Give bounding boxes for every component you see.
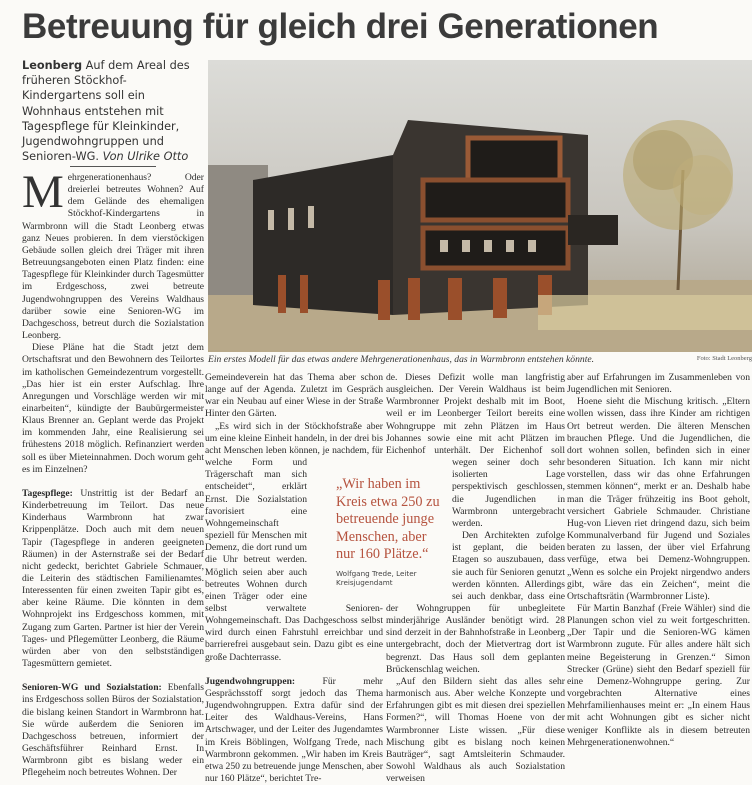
- pull-quote-source: Wolfgang Trede, Leiter Kreisjugendamt: [336, 568, 417, 587]
- paragraph-text: Unstrittig ist der Bedarf an Kinderbetreuung im Teilort. Das neue Kinderhaus Warmbronn hat zwar Krippenplätze. Doch auch mit dem neuen Tapir (Tagespflege in anderen geeigneten Räumen) in der Asternstraße sei der Bedarf nicht gedeckt, berichtet Gabriele Schmauer, die Leiterin des städtischen Familienamtes. Interessenten für einen zweiten Tapir gibt es, aber keine Räume. Die könnten in dem Wohnprojekt ins Erdgeschoss kommen, mit Zugang zum Garten. Partner ist hier der Verein Tages- und Pflegemütter Leonberg, die Räume würden aber von den selbstständigen Tagesmüttern gemietet.: [22, 487, 204, 670]
- caption-text: Ein erstes Modell für das etwas andere Mehrgenerationenhaus, das in Warmbronn entstehen könnte.: [208, 354, 595, 365]
- lead-divider: [70, 166, 156, 167]
- article-paragraph: de. Dieses Defizit wolle man langfristig ausgleichen. Der Verein Waldhaus ist beim Warmbronner Projekt deshalb mit im Boot, weil er im Leonberger Teilort bereits eine Wohngruppe mit zehn Plätzen im Haus Johannes sowie eine mit acht Plätzen im Eichenhof unterhält. Der Eichenhof soll wegen seiner doch sehr isolierten Lage perspektivisch geschlossen, die Jugendlichen in Warmbronn untergebracht werden.: [386, 372, 565, 529]
- article-paragraph: [22, 488, 204, 670]
- author-byline: Von Ulrike Otto: [102, 150, 189, 164]
- article-paragraph: Den Architekten zufolge ist geplant, die beiden Etagen so auszubauen, dass sie auch für Senioren genutzt werden könnten. Allerdings sei auch denkbar, dass eine der Wohngruppen für unbegleitete minderjährige Ausländer benötigt wird. 28 sind derzeit in der Bahnhofstraße in Leonberg untergebracht, doch der Mietvertrag dort ist begrenzt. Das Haus soll dem geplanten Brückenschlag weichen.: [386, 530, 565, 675]
- lead-text: Auf dem Areal des früheren Stöckhof-Kindergartens soll ein Wohnhaus entstehen mit Tagespflege für Kleinkinder, Jugendwohngruppen und Senioren-WG.: [22, 59, 190, 164]
- article-paragraph: „Auf den Bildern sieht das alles sehr harmonisch aus. Aber welche Konzepte und Erfahrungen gibt es mit diesen drei speziellen Formen?“, will Thomas Hoene von der Warmbronner Liste wissen. „Für diese Mischung gibt es bislang noch keinen Bauträger“, sagt Amtsleiterin Schmauder. Sowohl Waldhaus als auch Sozialstation verweisen: [386, 675, 565, 785]
- article-paragraph: Diese Pläne hat die Stadt jetzt dem Ortschaftsrat und den Bewohnern des Teilortes im katholischen Gemeindezentrum vorgestellt. „Das hier ist ein erster Aufschlag. Ihre Anregungen und Vorschläge werden wir mit einarbeiten“, kündigte der Baubürgermeister Klaus Brenner an. Geplant werde das Projekt im kommenden Jahr, eine Realisierung sei frühestens 2018 möglich. Refinanziert werden soll es über Mieteinnahmen. Doch worum geht es im Einzelnen?: [22, 342, 204, 475]
- article-paragraph: Für Martin Banzhaf (Freie Wähler) sind die Planungen schon viel zu weit fortgeschritten. „Der Tapir und die Senioren-WG kämen Warmbronn zugute. Für alles andere hält sich meine Begeisterung in Grenzen.“ Simon Strecker (Grüne) sieht den Bedarf speziell für eine Demenz-Wohngruppe gering. Zur vorgebrachten Alternative eines Mehrfamilienhauses meint er: „In einem Haus mit acht Wohnungen gibt es sicher nicht weniger Konflikte als in diesem betreuten Mehrgenerationenwohnen.“: [567, 602, 750, 748]
- article-paragraph: Hoene sieht die Mischung kritisch. „Eltern wollen wissen, dass ihre Kinder am richtigen Ort betreut werden. Die älteren Menschen brauchen Pflege. Und die Jugendlichen, die dort wohnen sollen, befinden sich in einer besonderen Situation. Ich kann mir nicht vorstellen, dass wir das ohne Erfahrungen stemmen können“, merkt er an. Deshalb habe man die Träger frühzeitig ins Boot geholt, versichert Gabriele Schmauder. Christiane Hug-von Lieven riet dringend dazu, sich beim Kommunalverband für Jugend und Soziales beraten zu lassen, der über viel Erfahrung verfüge, etwa bei Demenz-Wohngruppen. „Wenn es solche ein Projekt nirgendwo anders gibt, wäre das ein Zeichen“, meint die Ortschaftsrätin (Warmbronner Liste).: [567, 396, 750, 602]
- photo-caption: [208, 354, 752, 368]
- paragraph-text: Ebenfalls ins Erdgeschoss sollen Büros der Sozialstation, die bislang keinen Standort in Warmbronn hat. Sie würde außerdem die Senioren im Dachgeschoss betreuen, informiert der Geschäftsführer Reinhard Ernst. In Warmbronn gibt es bislang weder ein Pflegeheim noch betreutes Wohnen. Der: [22, 682, 204, 779]
- article-paragraph: [205, 676, 383, 785]
- section-heading: Jugendwohngruppen:: [205, 675, 296, 687]
- article-paragraph: [22, 166, 204, 342]
- architecture-model-photo: [208, 60, 752, 352]
- pull-quote-text: „Wir haben im Kreis etwa 250 zu betreuende junge Menschen, aber nur 160 Plätze.“: [336, 476, 440, 562]
- article-paragraph: „Es wird sich in der Stöckhofstraße aber um eine kleine Einheit handeln, in der drei bis acht Menschen leben können, je nachdem, für welche Form und Trägerschaft man sich entscheidet“, erklärt Ernst. Die Sozialstation favorisiert eine Wohngemeinschaft speziell für Menschen mit Demenz, die dort rund um die Uhr betreut werden. Möglich seien aber auch betreutes Wohnen durch einen Träger oder eine selbst verwaltete Senioren-Wohngemeinschaft. Das Dachgeschoss selbst wird durch einen Fahrstuhl erreichbar und barrierefrei ausgebaut sein. Dazu gibt es eine große Dachterrasse.: [205, 420, 383, 663]
- article-paragraph: Gemeindeverein hat das Thema aber schon lange auf der Agenda. Zuletzt im Gespräch war ein Neubau auf einer Wiese in der Straße Hinter den Gärten.: [205, 372, 383, 420]
- model-building-image: [208, 60, 752, 352]
- lead-location: Leonberg: [22, 59, 83, 72]
- article-paragraph: [22, 682, 204, 779]
- article-column-4: [567, 372, 750, 749]
- article-column-1: [22, 166, 204, 780]
- drop-cap: M: [22, 166, 64, 218]
- pull-quote: [336, 476, 446, 588]
- section-heading: Tagespflege:: [22, 487, 73, 499]
- article-paragraph: aber auf Erfahrungen im Zusammenleben von Jugendlichen mit Senioren.: [567, 372, 750, 396]
- section-heading: Senioren-WG und Sozialstation:: [22, 682, 162, 694]
- lead-paragraph: [22, 58, 204, 164]
- photo-credit: Foto: Stadt Leonberg: [696, 355, 752, 362]
- headline: Betreuung für gleich drei Generationen: [22, 7, 659, 46]
- paragraph-text: Für mehr Gesprächsstoff sorgt jedoch das Thema Jugendwohngruppen. Extra dafür sind der Leiter des Waldhaus-Vereins, Hans Artschwager, und der Leiter des Jugendamtes im Kreis Böblingen, Wolfgang Trede, nach Warmbronn gekommen. „Wir haben im Kreis etwa 250 zu betreuende junge Menschen, aber nur 160 Plätze“, berichtet Tre-: [205, 675, 383, 784]
- paragraph-text: ehrgenerationenhaus? Oder dreierlei betreutes Wohnen? Auf dem Gelände des ehemaligen Stöckhof-Kindergartens in Warmbronn will die Stadt Leonberg etwas ganz Neues probieren. In dem vierstöckigen Gebäude sollen gleich drei Träger mit ihren Betreuungsangeboten einen Platz finden: eine Tagespflege für Kleinkinder durch Tagesmütter im Erdgeschoss, zwei betreute Jugendwohngruppen des Vereins Waldhaus darüber sowie eine Senioren-WG im Dachgeschoss, betreut durch die Sozialstation Leonberg.: [22, 172, 204, 342]
